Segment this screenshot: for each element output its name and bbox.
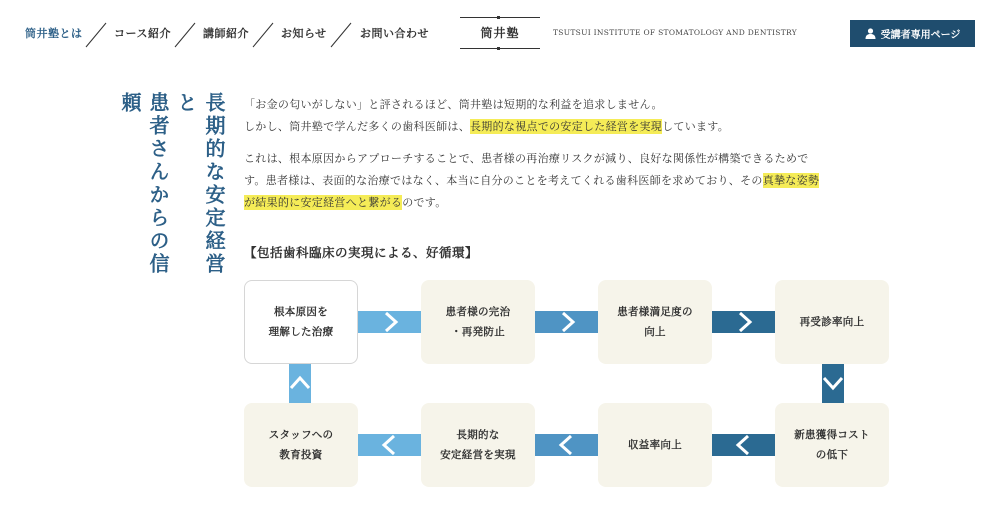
highlight-text: 長期的な視点での安定した経営を実現: [470, 120, 663, 133]
highlight-text: が結果的に安定経営へと繋がる: [244, 196, 403, 209]
arrow-left-icon: [356, 434, 424, 456]
member-button-label: 受講者専用ページ: [880, 30, 961, 41]
flow-node-complete-cure: 患者様の完治 ・再発防止: [421, 280, 535, 364]
arrow-up-icon: [289, 360, 311, 406]
flow-node-profit-margin: 収益率向上: [598, 403, 712, 487]
reason-paragraph: これは、根本原因からアプローチすることで、患者様の再治療リスクが減り、良好な関係性が構築できるためで す。患者様は、表面的な治療ではなく、本当に自分のことを考えてくれる歯科医師を求めており、その真摯な姿勢 が結果的に安定経営へと繋がるのです。: [244, 152, 820, 209]
flow-node-root-cause-treatment: 根本原因を 理解した治療: [244, 280, 358, 364]
nav-divider: [252, 22, 274, 48]
logo-subtitle: TSUTSUI INSTITUTE OF STOMATOLOGY AND DENTISTRY: [553, 28, 797, 37]
vertical-title-line-2: 患者さんからの信頼: [118, 92, 170, 276]
flow-title: 【包括歯科臨床の実現による、好循環】: [244, 245, 479, 260]
nav-divider: [174, 22, 196, 48]
flow-node-acquisition-cost: 新患獲得コスト の低下: [775, 403, 889, 487]
flow-node-staff-investment: スタッフへの 教育投資: [244, 403, 358, 487]
site-logo[interactable]: [460, 17, 540, 49]
arrow-right-icon: [533, 311, 601, 333]
nav-divider: [330, 22, 352, 48]
nav-item-contact[interactable]: お問い合わせ: [360, 27, 429, 40]
arrow-right-icon: [356, 311, 424, 333]
section-vertical-title: [116, 92, 228, 292]
intro-paragraph: 「お金の匂いがしない」と評されるほど、筒井塾は短期的な利益を追求しません。 しかし、筒井塾で学んだ多くの歯科医師は、長期的な視点での安定した経営を実現しています。: [244, 98, 730, 133]
nav-item-courses[interactable]: コース紹介: [114, 27, 171, 40]
member-page-button[interactable]: [850, 20, 975, 47]
nav-item-about[interactable]: 筒井塾とは: [25, 27, 83, 40]
nav-item-news[interactable]: お知らせ: [281, 27, 327, 40]
nav-item-lecturers[interactable]: 講師紹介: [203, 27, 249, 40]
arrow-left-icon: [533, 434, 601, 456]
flow-node-satisfaction: 患者様満足度の 向上: [598, 280, 712, 364]
flow-node-revisit-rate: 再受診率向上: [775, 280, 889, 364]
global-nav: [0, 14, 460, 54]
flow-node-stable-management: 長期的な 安定経営を実現: [421, 403, 535, 487]
arrow-left-icon: [710, 434, 778, 456]
arrow-down-icon: [822, 360, 844, 406]
logo-text: 筒井塾: [480, 26, 520, 40]
nav-divider: [85, 22, 107, 48]
user-icon: [865, 28, 876, 39]
vertical-title-line-1: 長期的な安定経営と: [174, 92, 226, 276]
arrow-right-icon: [710, 311, 778, 333]
highlight-text: 真摯な姿勢: [762, 174, 820, 187]
